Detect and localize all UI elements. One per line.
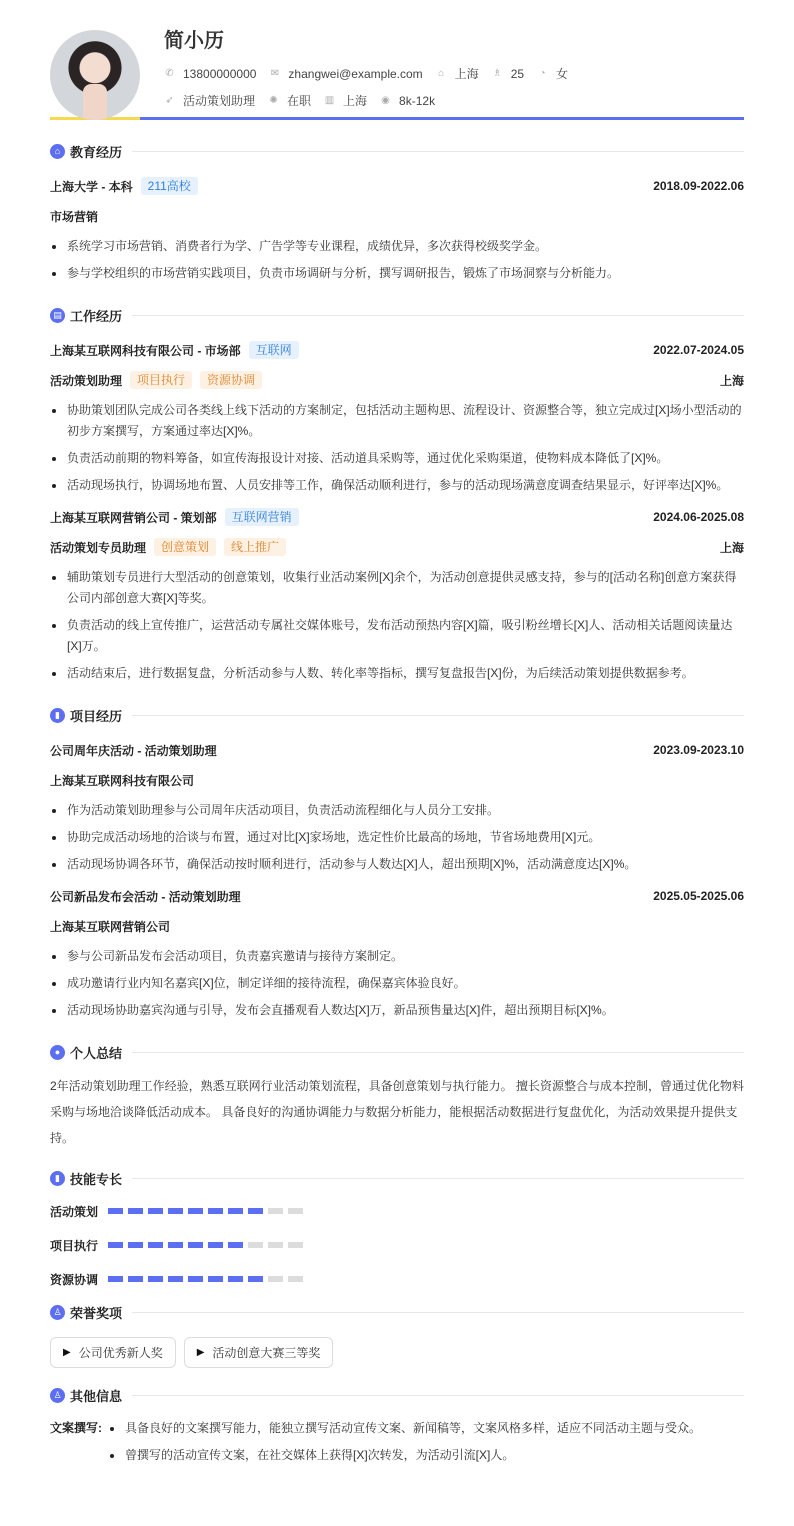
skill-level-segment: [268, 1242, 283, 1248]
role-wrap: [50, 371, 262, 389]
skill-level-segment: [148, 1276, 163, 1282]
section-divider: [132, 1312, 744, 1313]
section-header-summary: [50, 1041, 744, 1063]
skill-level-segment: [108, 1242, 123, 1248]
company-wrap: [50, 341, 299, 359]
project-company: 上海某互联网营销公司: [50, 919, 171, 934]
skill-level-segment: [108, 1208, 123, 1214]
list-item: 曾撰写的活动宣传文案，在社交媒体上获得[X]次转发，为活动引流[X]人。: [108, 1445, 701, 1466]
company-title: 上海某互联网科技有限公司 - 市场部: [50, 343, 241, 358]
bullet-list: [50, 236, 744, 284]
list-item: 具备良好的文案撰写能力，能独立撰写活动宣传文案、新闻稿等，文案风格多样，适应不同活动主题与受众。: [108, 1418, 701, 1439]
skill-level-segment: [148, 1208, 163, 1214]
cake-icon: ♗: [492, 68, 502, 79]
entry-title-wrap: [50, 177, 198, 195]
skill-level-segment: [228, 1276, 243, 1282]
industry-tag: 互联网营销: [225, 508, 299, 526]
section-divider: [132, 151, 744, 152]
section-divider: [132, 1052, 744, 1053]
section-title: 其他信息: [70, 1388, 123, 1404]
skill-level-segment: [168, 1242, 183, 1248]
skill-level-segment: [208, 1208, 223, 1214]
phone: 13800000000: [183, 67, 257, 81]
status-icon: ✺: [269, 95, 278, 106]
status: 在职: [287, 94, 312, 108]
work-city: 上海: [719, 540, 744, 555]
home-icon: ⌂: [438, 68, 445, 79]
contact-row-1: [164, 67, 581, 81]
skill-level-segment: [268, 1208, 283, 1214]
avatar: [50, 30, 140, 120]
project-entry: [50, 740, 744, 875]
list-item: 辅助策划专员进行大型活动的创意策划，收集行业活动案例[X]余个，为活动创意提供灵感支持，参与的[活动名称]创意方案获得公司内部创意大赛[X]等奖。: [50, 567, 744, 609]
skill-level-segment: [128, 1208, 143, 1214]
user-icon: ●: [50, 1045, 65, 1060]
award-badge: [184, 1337, 334, 1368]
date: 2023.09-2023.10: [653, 743, 744, 757]
skill-level-segment: [128, 1276, 143, 1282]
entry-row: [50, 176, 744, 196]
skill-level-segment: [228, 1208, 243, 1214]
play-icon: ▶: [63, 1347, 71, 1358]
skill-level-segment: [128, 1242, 143, 1248]
project-title: 公司周年庆活动 - 活动策划助理: [50, 743, 217, 758]
gender-icon: ◔: [539, 68, 546, 79]
date: 2022.07-2024.05: [653, 343, 744, 357]
chart-icon: ▮: [50, 708, 65, 723]
award-icon: ♙: [50, 1305, 65, 1320]
date: 2025.05-2025.06: [653, 889, 744, 903]
skill-item: [50, 1269, 404, 1289]
industry-tag: 互联网: [249, 341, 299, 359]
entry-row: [50, 370, 744, 390]
list-item: 协助策划团队完成公司各类线上线下活动的方案制定，包括活动主题构思、流程设计、资源整合等，独立完成过[X]场小型活动的初步方案撰写，方案通过率达[X]%。: [50, 400, 744, 442]
list-item: 作为活动策划助理参与公司周年庆活动项目，负责活动流程细化与人员分工安排。: [50, 800, 744, 821]
position: 活动策划助理: [183, 94, 256, 108]
skill-name: 资源协调: [50, 1272, 99, 1287]
skill-level-segment: [188, 1208, 203, 1214]
play-icon: ▶: [196, 1347, 205, 1358]
award-icon: ♙: [50, 1388, 65, 1403]
building-icon: ▥: [324, 95, 335, 106]
section-title: 个人总结: [70, 1045, 123, 1061]
list-item: 负责活动的线上宣传推广，运营活动专属社交媒体账号，发布活动预热内容[X]篇，吸引粉丝增长[X]人、活动相关话题阅读量达[X]万。: [50, 615, 744, 657]
section-header-work: [50, 304, 744, 326]
entry-row: [50, 770, 744, 790]
project-company: 上海某互联网科技有限公司: [50, 773, 195, 788]
section-title: 荣誉奖项: [70, 1305, 123, 1321]
section-header-skills: [50, 1167, 744, 1189]
section-title: 教育经历: [70, 144, 123, 160]
list-item: 系统学习市场营销、消费者行为学、广告学等专业课程，成绩优异，多次获得校级奖学金。: [50, 236, 744, 257]
mail-icon: ✉: [270, 68, 280, 79]
skill-level-segment: [168, 1276, 183, 1282]
section-title: 项目经历: [70, 708, 123, 724]
list-item: 参与公司新品发布会活动项目，负责嘉宾邀请与接待方案制定。: [50, 946, 744, 967]
skill-level-segment: [288, 1242, 303, 1248]
role-wrap: [50, 538, 286, 556]
award-name: 公司优秀新人奖: [78, 1346, 163, 1360]
bullet-list: [50, 400, 744, 496]
work-city: 上海: [719, 373, 744, 388]
project-entry: [50, 886, 744, 1021]
company-title: 上海某互联网营销公司 - 策划部: [50, 510, 217, 525]
skill-level-segment: [248, 1208, 263, 1214]
skill-level-segment: [228, 1242, 243, 1248]
candidate-name: 简小历: [164, 30, 224, 52]
entry-row: [50, 507, 744, 527]
skill-name: 项目执行: [50, 1238, 99, 1253]
list-item: 活动结束后，进行数据复盘，分析活动参与人数、转化率等指标，撰写复盘报告[X]份，为后续活动策划提供数据参考。: [50, 663, 744, 684]
header-divider: [50, 117, 744, 120]
skill-item: [50, 1201, 404, 1221]
chart-icon: ▮: [50, 1171, 65, 1186]
section-title: 工作经历: [70, 308, 123, 324]
skill-level-segment: [248, 1276, 263, 1282]
list-item: 活动现场协助嘉宾沟通与引导，发布会直播观看人数达[X]万，新品预售量达[X]件，超出预期目标[X]%。: [50, 1000, 744, 1021]
section-divider: [132, 715, 744, 716]
entry-row: [50, 916, 744, 936]
skill-level-segment: [248, 1242, 263, 1248]
list-item: 活动现场执行，协调场地布置、人员安排等工作，确保活动顺利进行，参与的活动现场满意度调查结果显示，好评率达[X]%。: [50, 475, 744, 496]
skill-name: 活动策划: [50, 1204, 99, 1219]
section-divider: [132, 1178, 744, 1179]
section-title: 技能专长: [70, 1171, 123, 1187]
skill-level-segment: [208, 1276, 223, 1282]
bullet-list: [108, 1418, 701, 1472]
date: 2018.09-2022.06: [653, 179, 744, 193]
gender: 女: [556, 67, 569, 81]
skill-level-segment: [148, 1242, 163, 1248]
skill-level-segment: [288, 1276, 303, 1282]
major: 市场营销: [50, 209, 99, 224]
bullet-list: [50, 800, 744, 875]
list-item: 协助完成活动场地的洽谈与布置，通过对比[X]家场地，选定性价比最高的场地，节省场地费用[X]元。: [50, 827, 744, 848]
skill-level-segment: [208, 1242, 223, 1248]
section-header-education: [50, 140, 744, 162]
skill-level-segment: [168, 1208, 183, 1214]
school-tag: 211高校: [141, 177, 198, 195]
role-tag: 项目执行: [130, 371, 192, 389]
skills-list: [50, 1201, 744, 1303]
section-header-projects: [50, 704, 744, 726]
section-header-other: [50, 1384, 744, 1406]
entry-row: [50, 206, 744, 226]
role-tag: 线上推广: [224, 538, 286, 556]
other-label: 文案撰写:: [50, 1421, 102, 1435]
entry-row: [50, 340, 744, 360]
project-title: 公司新品发布会活动 - 活动策划助理: [50, 889, 241, 904]
role: 活动策划专员助理: [50, 540, 147, 555]
bag-icon: ▤: [50, 308, 65, 323]
school-title: 上海大学 - 本科: [50, 179, 133, 194]
resume-header: [50, 0, 744, 117]
cap-icon: ⌂: [50, 144, 65, 159]
bullet-list: [50, 567, 744, 684]
work-entry: [50, 507, 744, 684]
list-item: 活动现场协调各环节，确保活动按时顺利进行，活动参与人数达[X]人，超出预期[X]%，活动满意度达[X]%。: [50, 854, 744, 875]
other-info: [50, 1418, 744, 1472]
role: 活动策划助理: [50, 373, 123, 388]
entry-row: [50, 740, 744, 760]
work-entry: [50, 340, 744, 496]
skill-level-segment: [268, 1276, 283, 1282]
list-item: 负责活动前期的物料筹备，如宣传海报设计对接、活动道具采购等，通过优化采购渠道，使物料成本降低了[X]%。: [50, 448, 744, 469]
role-tag: 创意策划: [154, 538, 216, 556]
list-item: 成功邀请行业内知名嘉宾[X]位，制定详细的接待流程，确保嘉宾体验良好。: [50, 973, 744, 994]
contact-row-2: [164, 94, 581, 108]
hometown: 上海: [454, 67, 479, 81]
salary: 8k-12k: [399, 94, 436, 108]
city: 上海: [343, 94, 368, 108]
skill-level-segment: [288, 1208, 303, 1214]
role-tag: 资源协调: [200, 371, 262, 389]
section-header-awards: [50, 1301, 744, 1323]
age: 25: [510, 67, 525, 81]
company-wrap: [50, 508, 299, 526]
phone-icon: ✆: [165, 68, 174, 79]
skill-level-segment: [108, 1276, 123, 1282]
section-divider: [132, 1395, 744, 1396]
skill-level-segment: [188, 1242, 203, 1248]
awards-list: [50, 1337, 744, 1368]
award-name: 活动创意大赛三等奖: [212, 1346, 321, 1360]
entry-row: [50, 537, 744, 557]
date: 2024.06-2025.08: [653, 510, 744, 524]
entry-row: [50, 886, 744, 906]
section-divider: [132, 315, 744, 316]
email: zhangwei@example.com: [288, 67, 423, 81]
bullet-list: [50, 946, 744, 1021]
skill-item: [50, 1235, 404, 1255]
award-badge: [50, 1337, 176, 1368]
skill-level-segment: [188, 1276, 203, 1282]
summary-text: 2年活动策划助理工作经验，熟悉互联网行业活动策划流程，具备创意策划与执行能力。 擅长资源整合与成本控制，曾通过优化物料采购与场地洽谈降低活动成本。 具备良好的沟通协调能力与数据分析能力，能根据活动数据进行复盘优化，为活动效果提升提供支持。: [50, 1079, 745, 1145]
send-icon: ➶: [165, 95, 174, 106]
salary-icon: ◉: [381, 95, 390, 106]
list-item: 参与学校组织的市场营销实践项目，负责市场调研与分析，撰写调研报告，锻炼了市场洞察与分析能力。: [50, 263, 744, 284]
